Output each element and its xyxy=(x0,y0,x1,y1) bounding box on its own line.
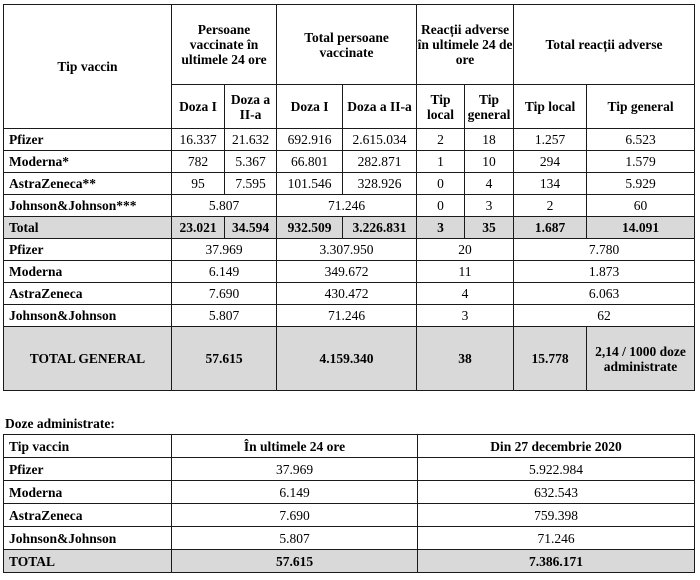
summary-row xyxy=(4,239,695,261)
vaccine-name: Johnson&Johnson xyxy=(4,527,172,550)
cell-value: 71.246 xyxy=(277,195,417,217)
cell-value: 101.546 xyxy=(277,173,343,195)
table-row xyxy=(4,129,695,151)
cell-value: 7.780 xyxy=(514,239,695,261)
header-doza2-total: Doza a II-a xyxy=(343,85,417,129)
header-tip-local-total: Tip local xyxy=(514,85,587,129)
cell-value: 2 xyxy=(514,195,587,217)
cell-value: 692.916 xyxy=(277,129,343,151)
vaccination-stats-table xyxy=(3,4,695,391)
cell-value: 1.873 xyxy=(514,261,695,283)
vaccine-name: Johnson&Johnson xyxy=(4,305,172,327)
header-total-vaccinated: Total persoane vaccinate xyxy=(277,5,417,85)
cell-value: 6.149 xyxy=(172,261,277,283)
cell-value: 1.687 xyxy=(514,217,587,239)
cell-value: 1 xyxy=(417,151,465,173)
header-row-1 xyxy=(4,5,695,85)
header-last-24h: În ultimele 24 ore xyxy=(172,435,418,458)
table-row xyxy=(4,173,695,195)
cell-value: 7.690 xyxy=(172,504,418,527)
cell-value: 7.690 xyxy=(172,283,277,305)
vaccine-name: Pfizer xyxy=(4,458,172,481)
cell-value: 349.672 xyxy=(277,261,417,283)
cell-value: 782 xyxy=(172,151,225,173)
vaccine-name: Moderna xyxy=(4,261,172,283)
cell-value: 37.969 xyxy=(172,239,277,261)
cell-value: 18 xyxy=(465,129,514,151)
total-label: TOTAL xyxy=(4,550,172,573)
header-tip-general-total: Tip general xyxy=(587,85,695,129)
cell-value: 3 xyxy=(465,195,514,217)
header-doza1-total: Doza I xyxy=(277,85,343,129)
vaccine-name: AstraZeneca xyxy=(4,504,172,527)
header-since-date: Din 27 decembrie 2020 xyxy=(418,435,695,458)
cell-value: 57.615 xyxy=(172,327,277,391)
cell-value: 4.159.340 xyxy=(277,327,417,391)
header-tip-local-24h: Tip local xyxy=(417,85,465,129)
header-tip-vaccin: Tip vaccin xyxy=(4,435,172,458)
cell-value: 1.579 xyxy=(587,151,695,173)
vaccine-name: Pfizer xyxy=(4,129,172,151)
vaccine-name: Moderna* xyxy=(4,151,172,173)
cell-value: 11 xyxy=(417,261,514,283)
cell-value: 5.807 xyxy=(172,195,277,217)
table-row xyxy=(4,151,695,173)
cell-value: 3.226.831 xyxy=(343,217,417,239)
cell-value: 5.807 xyxy=(172,527,418,550)
cell-value: 328.926 xyxy=(343,173,417,195)
doses-section-title: Doze administrate: xyxy=(5,416,115,431)
doses-table xyxy=(3,434,695,573)
cell-value: 60 xyxy=(587,195,695,217)
table-row xyxy=(4,504,695,527)
cell-value: 23.021 xyxy=(172,217,225,239)
cell-value: 37.969 xyxy=(172,458,418,481)
table-row xyxy=(4,481,695,504)
header-doza2-24h: Doza a II-a xyxy=(225,85,277,129)
cell-value: 932.509 xyxy=(277,217,343,239)
cell-value: 35 xyxy=(465,217,514,239)
header-reactions-24h: Reacții adverse în ultimele 24 de ore xyxy=(417,5,514,85)
table-row xyxy=(4,527,695,550)
vaccine-name: Johnson&Johnson*** xyxy=(4,195,172,217)
cell-value: 294 xyxy=(514,151,587,173)
cell-value: 2.615.034 xyxy=(343,129,417,151)
total-row xyxy=(4,217,695,239)
table-row xyxy=(4,195,695,217)
doses-total-row xyxy=(4,550,695,573)
cell-value: 16.337 xyxy=(172,129,225,151)
cell-value: 4 xyxy=(465,173,514,195)
cell-value: 430.472 xyxy=(277,283,417,305)
cell-value: 4 xyxy=(417,283,514,305)
cell-value: 1.257 xyxy=(514,129,587,151)
cell-value: 62 xyxy=(514,305,695,327)
cell-value: 7.595 xyxy=(225,173,277,195)
vaccine-name: Moderna xyxy=(4,481,172,504)
cell-value: 5.367 xyxy=(225,151,277,173)
cell-value: 6.149 xyxy=(172,481,418,504)
cell-value: 38 xyxy=(417,327,514,391)
vaccine-name: Pfizer xyxy=(4,239,172,261)
summary-row xyxy=(4,283,695,305)
cell-value: 0 xyxy=(417,173,465,195)
reaction-rate: 2,14 / 1000 doze administrate xyxy=(587,327,695,391)
cell-value: 3 xyxy=(417,217,465,239)
cell-value: 71.246 xyxy=(277,305,417,327)
cell-value: 5.922.984 xyxy=(418,458,695,481)
cell-value: 10 xyxy=(465,151,514,173)
cell-value: 20 xyxy=(417,239,514,261)
cell-value: 71.246 xyxy=(418,527,695,550)
cell-value: 34.594 xyxy=(225,217,277,239)
cell-value: 3 xyxy=(417,305,514,327)
total-general-label: TOTAL GENERAL xyxy=(4,327,172,391)
cell-value: 6.523 xyxy=(587,129,695,151)
total-general-row xyxy=(4,327,695,391)
cell-value: 66.801 xyxy=(277,151,343,173)
cell-value: 57.615 xyxy=(172,550,418,573)
cell-value: 7.386.171 xyxy=(418,550,695,573)
header-doza1-24h: Doza I xyxy=(172,85,225,129)
cell-value: 2 xyxy=(417,129,465,151)
header-tip-vaccin: Tip vaccin xyxy=(4,5,172,129)
cell-value: 15.778 xyxy=(514,327,587,391)
cell-value: 3.307.950 xyxy=(277,239,417,261)
total-label: Total xyxy=(4,217,172,239)
header-vaccinated-24h: Persoane vaccinate în ultimele 24 ore xyxy=(172,5,277,85)
vaccine-name: AstraZeneca** xyxy=(4,173,172,195)
cell-value: 14.091 xyxy=(587,217,695,239)
header-total-reactions: Total reacții adverse xyxy=(514,5,695,85)
cell-value: 21.632 xyxy=(225,129,277,151)
cell-value: 0 xyxy=(417,195,465,217)
vaccine-name: AstraZeneca xyxy=(4,283,172,305)
cell-value: 282.871 xyxy=(343,151,417,173)
cell-value: 5.929 xyxy=(587,173,695,195)
cell-value: 632.543 xyxy=(418,481,695,504)
summary-row xyxy=(4,305,695,327)
doses-header-row xyxy=(4,435,695,458)
cell-value: 134 xyxy=(514,173,587,195)
cell-value: 6.063 xyxy=(514,283,695,305)
table-row xyxy=(4,458,695,481)
cell-value: 5.807 xyxy=(172,305,277,327)
cell-value: 95 xyxy=(172,173,225,195)
cell-value: 759.398 xyxy=(418,504,695,527)
header-tip-general-24h: Tip general xyxy=(465,85,514,129)
summary-row xyxy=(4,261,695,283)
